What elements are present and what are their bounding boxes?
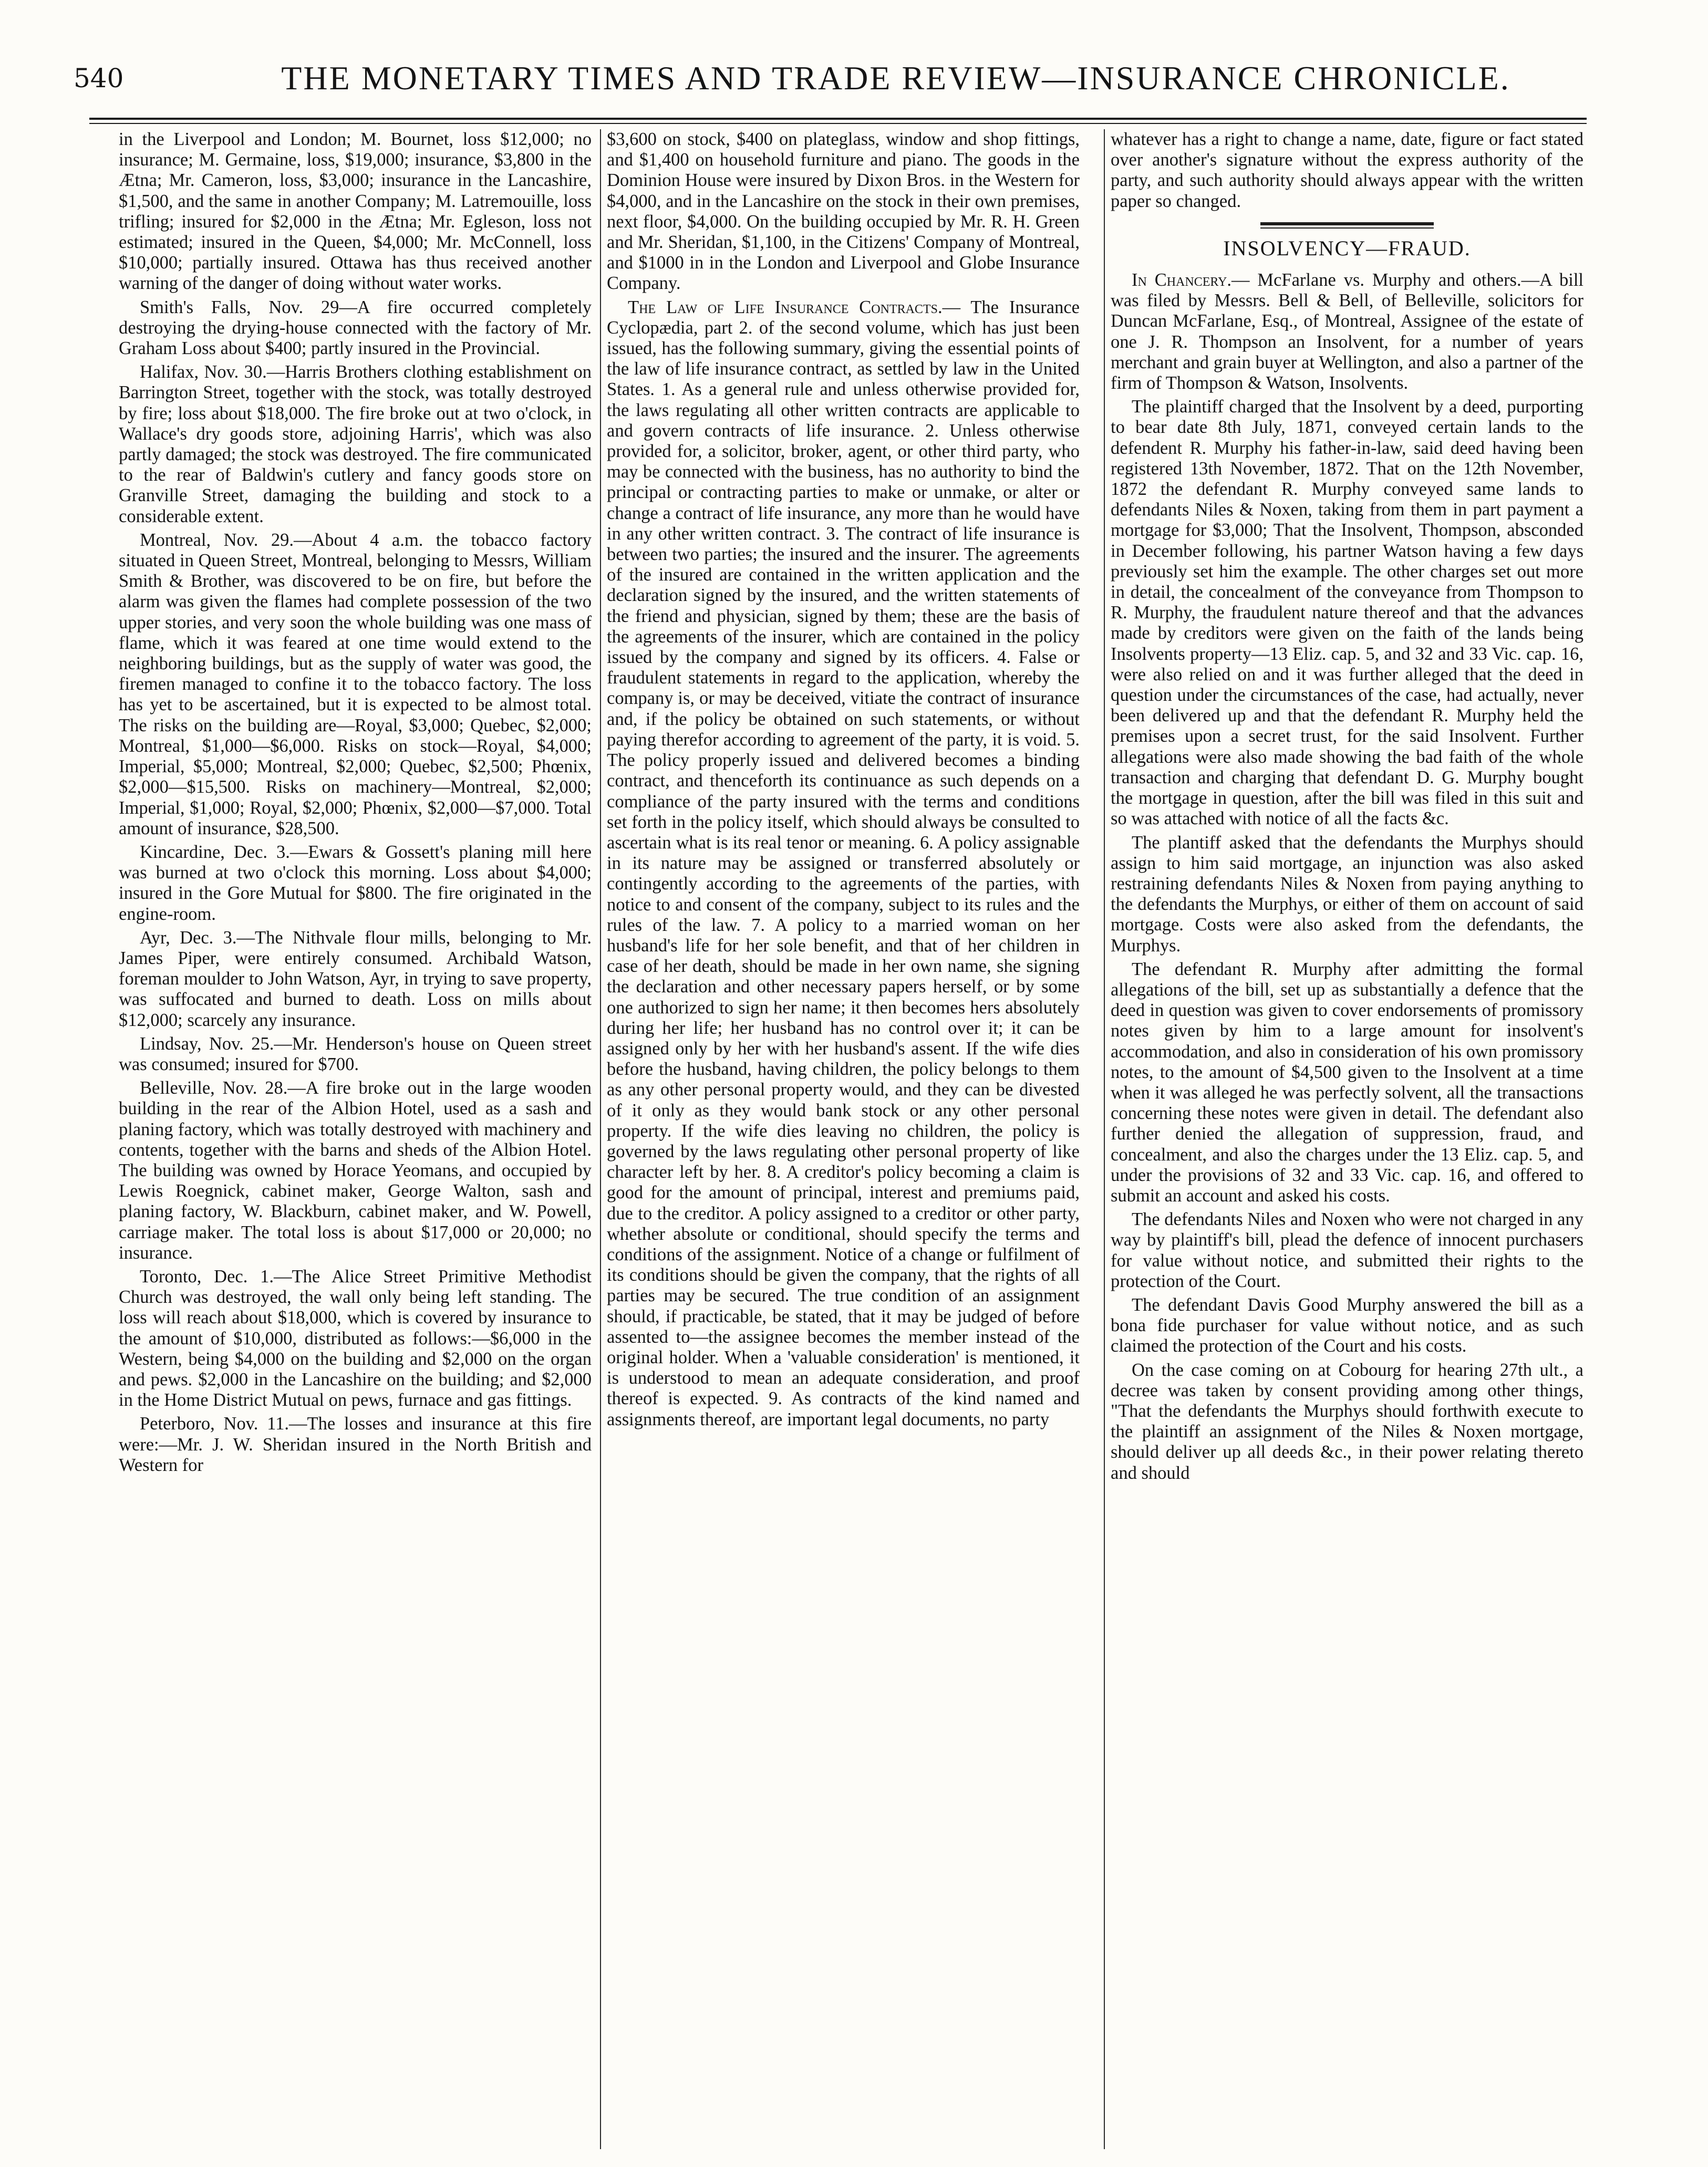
fire-report-ottawa-continued: in the Liverpool and London; M. Bournet, loss $12,000; no insurance; M. Germaine, loss, $19,000; insurance, $3,800 in the Ætna; Mr. Cameron, loss, $3,000; insurance in the Lancashire, $1,500, and the same in another Company; M. Latremouille, loss trifling; insured for $2,000 in the Ætna; Mr. Egleson, loss not estimated; insured in the Queen, $4,000; Mr. McConnell, loss $10,000; partially insured. Ottawa has thus received another warning of the danger of doing without water works. xyxy=(119,129,592,294)
article-law-of-life-insurance xyxy=(607,297,1080,1430)
article-body-life-insurance: The Insurance Cyclopædia, part 2. of the second volume, which has just been issued, has the following summary, giving the essential points of the law of life insurance contract, as settled by law in the United States. 1. As a general rule and unless otherwise provided for, the laws regulating all other written contracts are applicable to and govern contracts of life insurance. 2. Unless otherwise provided for, a solicitor, broker, agent, or other third party, who may be connected with the business, has no authority to bind the principal or contracting parties to make or unmake, or alter or change a contract of life insurance, any more than he would have in any other written contract. 3. The contract of life insurance is between two parties; the insured and the insurer. The agreements of the insured are contained in the written application and the declaration signed by the insured, and the written statements of the friend and physician, signed by them; these are the basis of the agreements of the insurer, which are contained in the policy issued by the company and signed by its officers. 4. False or fraudulent statements in regard to the application, whereby the company is, or may be deceived, vitiate the contract of insurance and, if the policy be obtained on such statements, or without paying therefor according to agreement of the party, it is void. 5. The policy properly issued and delivered becomes a binding contract, and thenceforth its continuance as such depends on a compliance of the party insured with the terms and conditions set forth in the policy itself, which should always be consulted to ascertain what is its real tenor or meaning. 6. A policy assignable in its nature may be assigned or transferred absolutely or contingently according to the agreements of the parties, with notice to and consent of the company, subject to its rules and the rules of the law. 7. A policy to a married woman on her husband's life for her sole benefit, and that of her children in case of her death, should be made in her own name, she signing the declaration and other necessary papers herself, or by some one authorized to sign her name; it then becomes hers absolutely during her life; her husband has no control over it; it can be assigned only by her with her husband's assent. If the wife dies before the husband, having children, the policy belongs to them as any other personal property would, and they can be divested of it only as they would bank stock or any other personal property. If the wife dies leaving no children, the policy is governed by the laws regulating other personal property of like character left by her. 8. A creditor's policy becoming a claim is good for the amount of principal, interest and premiums paid, due to the creditor. A policy assigned to a creditor or other party, whether absolute or conditional, should specify the terms and conditions of the assignment. Notice of a change or fulfilment of its conditions should be given the company, that the rights of all parties may be secured. The true condition of an assignment should, if practicable, be stated, that it may be judged of before assented to—the assignee becomes the member instead of the original holder. When a 'valuable consideration' is mentioned, it is understood to mean an adequate consideration, and proof thereof is expected. 9. As contracts of the kind named and assignments thereof, are important legal documents, no party xyxy=(607,297,1080,1429)
column-divider-1 xyxy=(600,129,601,2149)
page-number: 540 xyxy=(74,63,124,94)
column-1 xyxy=(119,129,592,2149)
fire-report-toronto: Toronto, Dec. 1.—The Alice Street Primitive Methodist Church was destroyed, the wall only being left standing. The loss will reach about $18,000, which is covered by insurance to the amount of $10,000, distributed as follows:—$6,000 in the Western, being $4,000 on the building and $2,000 on the organ and pews. $2,000 in the Lancashire on the building; and $2,000 in the Home District Mutual on pews, furnace and gas fittings. xyxy=(119,1266,592,1411)
fire-report-belleville: Belleville, Nov. 28.—A fire broke out in the large wooden building in the rear of the Albion Hotel, used as a sash and planing factory, which was totally destroyed with machinery and contents, together with the barns and sheds of the Albion Hotel. The building was owned by Horace Yeomans, and occupied by Lewis Roegnick, cabinet maker, George Walton, sash and planing factory, W. Blackburn, cabinet maker, and W. Powell, carriage maker. The total loss is about $17,000 or 20,000; no insurance. xyxy=(119,1078,592,1263)
fire-report-kincardine: Kincardine, Dec. 3.—Ewars & Gossett's planing mill here was burned at two o'clock this morning. Loss about $4,000; insured in the Gore Mutual for $800. The fire originated in the engine-room. xyxy=(119,842,592,924)
header-rule-thin xyxy=(89,123,1587,124)
chancery-decree: On the case coming on at Cobourg for hearing 27th ult., a decree was taken by consent providing among other things, "That the defendants the Murphys should forthwith execute to the plaintiff an assignment of the Niles & Noxen mortgage, should deliver up all deeds &c., in their power relating thereto and should xyxy=(1111,1360,1583,1483)
fire-report-montreal: Montreal, Nov. 29.—About 4 a.m. the tobacco factory situated in Queen Street, Montreal, belonging to Messrs, William Smith & Brother, was discovered to be on fire, but before the alarm was given the flames had complete possession of the two upper stories, and very soon the whole building was one mass of flame, which it was feared at one time would extend to the neighboring buildings, but as the supply of water was good, the firemen managed to confine it to the tobacco factory. The loss has yet to be ascertained, but it is expected to be almost total. The risks on the building are—Royal, $3,000; Quebec, $2,000; Montreal, $1,000—$6,000. Risks on stock—Royal, $4,000; Imperial, $5,000; Montreal, $2,000; Quebec, $2,500; Phœnix, $2,000—$15,500. Risks on machinery—Montreal, $2,000; Imperial, $1,000; Royal, $2,000; Phœnix, $2,000—$7,000. Total amount of insurance, $28,500. xyxy=(119,530,592,838)
masthead-title: THE MONETARY TIMES AND TRADE REVIEW—INSURANCE CHRONICLE. xyxy=(281,59,1510,97)
fire-report-peterboro-continued: $3,600 on stock, $400 on plateglass, window and shop fittings, and $1,400 on household furniture and piano. The goods in the Dominion House were insured by Dixon Bros. in the Western for $4,000, and in the Lancashire on the stock in their own premises, next floor, $4,000. On the building occupied by Mr. R. H. Green and Mr. Sheridan, $1,100, in the Citizens' Company of Montreal, and $1000 in in the London and Liverpool and Globe Insurance Company. xyxy=(607,129,1080,294)
fire-report-peterboro: Peterboro, Nov. 11.—The losses and insurance at this fire were:—Mr. J. W. Sheridan insured in the North British and Western for xyxy=(119,1414,592,1475)
column-divider-2 xyxy=(1104,129,1105,2149)
chancery-plaintiff-charges: The plaintiff charged that the Insolvent by a deed, purporting to bear date 8th July, 1871, conveyed certain lands to the defendent R. Murphy his father-in-law, said deed having been registered 13th November, 1872. That on the 12th November, 1872 the defendant R. Murphy conveyed same lands to defendants Niles & Noxen, taking from them in part payment a mortgage for $3,000; That the Insolvent, Thompson, absconded in December following, his partner Watson having a few days previously set him the example. The other charges set out more in detail, the concealment of the conveyance from Thompson to R. Murphy, the fraudulent nature thereof and that the advances made by creditors were given on the faith of the lands being Insolvents property—13 Eliz. cap. 5, and 32 and 33 Vic. cap. 16, were also relied on and it was further alleged that the deed in question under the circumstances of the case, had actually, never been delivered up and that the defendant R. Murphy held the premises upon a secret trust, for the said Insolvent. Further allegations were also made showing the bad faith of the whole transaction and charging that defendant D. G. Murphy bought the mortgage in question, after the bill was filed in this suit and so was attached with notice of all the facts &c. xyxy=(1111,397,1583,829)
header-rule-thick xyxy=(89,118,1587,120)
column-3 xyxy=(1111,129,1583,2149)
fire-report-halifax: Halifax, Nov. 30.—Harris Brothers clothing establishment on Barrington Street, together with the stock, was totally destroyed by fire; loss about $18,000. The fire broke out at two o'clock, in Wallace's dry goods store, adjoining Harris', which was also partly damaged; the stock was destroyed. The fire communicated to the rear of Baldwin's cutlery and fancy goods store on Granville Street, damaging the building and stock to a considerable extent. xyxy=(119,362,592,526)
section-title-insolvency: INSOLVENCY—FRAUD. xyxy=(1223,236,1471,260)
section-divider xyxy=(1260,222,1434,229)
chancery-defence-niles-noxen: The defendants Niles and Noxen who were not charged in any way by plaintiff's bill, plead the defence of innocent purchasers for value without notice, and submitted their rights to the protection of the Court. xyxy=(1111,1209,1583,1291)
chancery-plaintiff-asks: The plantiff asked that the defendants the Murphys should assign to him said mortgage, an injunction was also asked restraining defendants Niles & Noxen from paying anything to the defendants the Murphys, or either of them on account of said mortgage. Costs were also asked from the defendants, the Murphys. xyxy=(1111,832,1583,956)
fire-report-ayr: Ayr, Dec. 3.—The Nithvale flour mills, belonging to Mr. James Piper, were entirely consumed. Archibald Watson, foreman moulder to John Watson, Ayr, in trying to save property, was suffocated and burned to death. Loss on mills about $12,000; scarcely any insurance. xyxy=(119,927,592,1030)
chancery-intro-body: McFarlane vs. Murphy and others.—A bill was filed by Messrs. Bell & Bell, of Belleville, solicitors for Duncan McFarlane, Esq., of Montreal, Assignee of the estate of one J. R. Thompson an Insolvent, for a number of years merchant and grain buyer at Wellington, and also a partner of the firm of Thompson & Watson, Insolvents. xyxy=(1111,270,1583,393)
chancery-heading: In Chancery.— xyxy=(1132,270,1250,291)
chancery-defence-davis-murphy: The defendant Davis Good Murphy answered the bill as a bona fide purchaser for value without notice, and as such claimed the protection of the Court and his costs. xyxy=(1111,1294,1583,1356)
article-heading-life-insurance: The Law of Life Insurance Contracts.— xyxy=(628,297,961,317)
fire-report-smiths-falls: Smith's Falls, Nov. 29—A fire occurred completely destroying the drying-house connected with the factory of Mr. Graham Loss about $400; partly insured in the Provincial. xyxy=(119,297,592,359)
chancery-case-intro xyxy=(1111,270,1583,393)
article-life-insurance-continued: whatever has a right to change a name, date, figure or fact stated over another's signature without the express authority of the party, and such authority should always appear with the written paper so changed. xyxy=(1111,129,1583,211)
page-header xyxy=(74,59,1629,106)
column-2 xyxy=(607,129,1080,2149)
fire-report-lindsay: Lindsay, Nov. 25.—Mr. Henderson's house on Queen street was consumed; insured for $700. xyxy=(119,1033,592,1074)
chancery-defence-murphy: The defendant R. Murphy after admitting the formal allegations of the bill, set up as substantially a defence that the deed in question was given to cover endorsements of promissory notes given by him to a large amount for insolvent's accommodation, and also in consideration of his own promissory notes, to the amount of $4,500 given to the Insolvent at a time when it was alleged he was perfectly solvent, all the transactions concerning these notes were given in detail. The defendant also further denied the allegation of suppression, fraud, and concealment, and also the charges under the 13 Eliz. cap. 5, and under the provisions of 32 and 33 Vic. cap. 16, and offered to submit an account and asked his costs. xyxy=(1111,959,1583,1206)
